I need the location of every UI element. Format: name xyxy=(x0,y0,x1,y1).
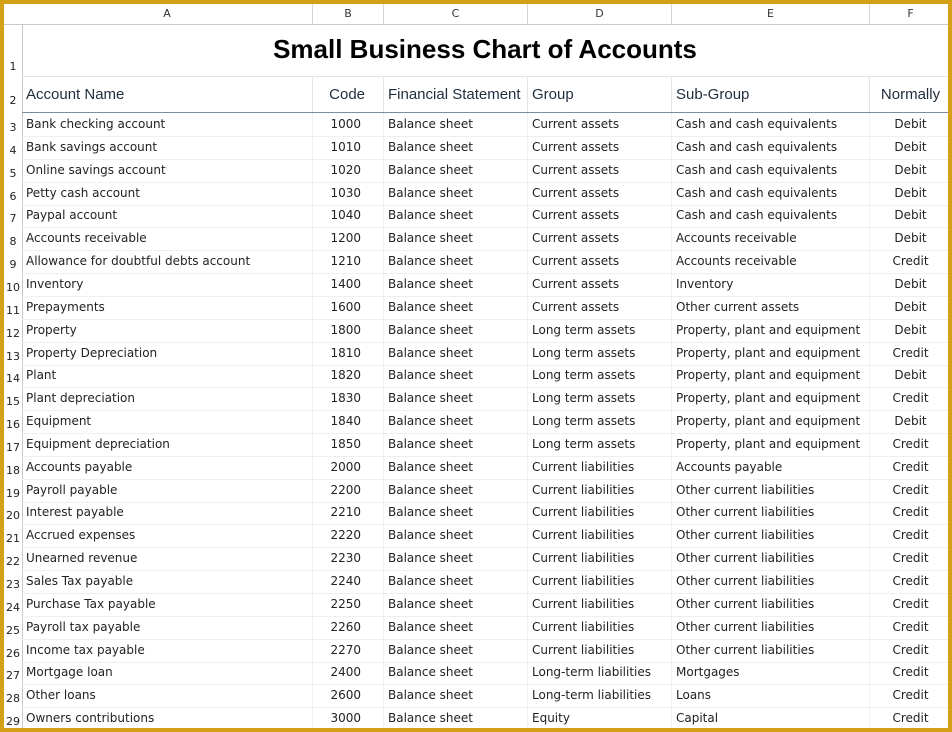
cell-code[interactable]: 1600 xyxy=(313,296,384,319)
cell-group[interactable]: Long-term liabilities xyxy=(528,661,672,684)
cell-code[interactable]: 2200 xyxy=(313,479,384,502)
row-number[interactable]: 20 xyxy=(6,509,20,523)
cell-group[interactable]: Current assets xyxy=(528,182,672,205)
cell-group[interactable]: Current liabilities xyxy=(528,593,672,616)
column-header-d[interactable]: D xyxy=(528,4,672,24)
table-row xyxy=(22,227,948,251)
cell-normally[interactable]: Debit xyxy=(870,159,952,182)
row-number[interactable]: 28 xyxy=(6,692,20,706)
cell-code[interactable]: 1010 xyxy=(313,136,384,159)
row-number[interactable]: 4 xyxy=(9,143,17,157)
cell-account-name[interactable]: Bank checking account xyxy=(22,113,313,136)
cell-code[interactable]: 1000 xyxy=(313,113,384,136)
row-number[interactable]: 14 xyxy=(6,372,20,386)
column-header-bar xyxy=(4,4,952,25)
cell-code[interactable]: 1200 xyxy=(313,227,384,250)
cell-account-name[interactable]: Payroll payable xyxy=(22,479,313,502)
cell-code[interactable]: 2260 xyxy=(313,616,384,639)
cell-code[interactable]: 2600 xyxy=(313,684,384,707)
cell-account-name[interactable]: Paypal account xyxy=(22,204,313,227)
cell-normally[interactable]: Credit xyxy=(870,684,952,707)
cell-sub-group[interactable]: Other current liabilities xyxy=(672,524,870,547)
cell-sub-group[interactable]: Property, plant and equipment xyxy=(672,433,870,456)
row-number[interactable]: 3 xyxy=(9,121,17,134)
table-row xyxy=(22,159,948,183)
cell-group[interactable]: Current assets xyxy=(528,296,672,319)
header-financial-statement[interactable]: Financial Statement xyxy=(384,77,528,112)
cell-code[interactable]: 1210 xyxy=(313,250,384,273)
cell-normally[interactable]: Credit xyxy=(870,387,952,410)
table-row xyxy=(22,707,948,731)
table-row xyxy=(22,639,948,663)
cell-normally[interactable]: Credit xyxy=(870,593,952,616)
cell-normally[interactable]: Credit xyxy=(870,547,952,570)
cell-code[interactable]: 2400 xyxy=(313,661,384,684)
cell-code[interactable]: 1820 xyxy=(313,364,384,387)
row-number[interactable]: 27 xyxy=(6,669,20,683)
cell-financial-statement[interactable]: Balance sheet xyxy=(384,364,528,387)
cell-sub-group[interactable]: Other current liabilities xyxy=(672,570,870,593)
cell-sub-group[interactable]: Cash and cash equivalents xyxy=(672,204,870,227)
cell-group[interactable]: Long-term liabilities xyxy=(528,684,672,707)
cell-account-name[interactable]: Income tax payable xyxy=(22,639,313,662)
table-row xyxy=(22,684,948,708)
cell-normally[interactable]: Debit xyxy=(870,410,952,433)
cell-group[interactable]: Current assets xyxy=(528,136,672,159)
cell-financial-statement[interactable]: Balance sheet xyxy=(384,524,528,547)
cell-sub-group[interactable]: Property, plant and equipment xyxy=(672,387,870,410)
cell-financial-statement[interactable]: Balance sheet xyxy=(384,273,528,296)
cell-normally[interactable]: Credit xyxy=(870,433,952,456)
cell-group[interactable]: Current liabilities xyxy=(528,479,672,502)
cell-financial-statement[interactable]: Balance sheet xyxy=(384,639,528,662)
cell-group[interactable]: Current liabilities xyxy=(528,524,672,547)
cell-financial-statement[interactable]: Balance sheet xyxy=(384,296,528,319)
cell-account-name[interactable]: Sales Tax payable xyxy=(22,570,313,593)
cell-financial-statement[interactable]: Balance sheet xyxy=(384,570,528,593)
row-number[interactable]: 2 xyxy=(9,94,17,107)
cell-group[interactable]: Current liabilities xyxy=(528,616,672,639)
cell-normally[interactable]: Credit xyxy=(870,501,952,524)
title-row xyxy=(22,24,948,77)
cell-group[interactable]: Current liabilities xyxy=(528,547,672,570)
cell-sub-group[interactable]: Capital xyxy=(672,707,870,730)
cell-account-name[interactable]: Payroll tax payable xyxy=(22,616,313,639)
table-row xyxy=(22,364,948,388)
header-sub-group[interactable]: Sub-Group xyxy=(672,77,870,112)
cell-financial-statement[interactable]: Balance sheet xyxy=(384,159,528,182)
row-number[interactable]: 16 xyxy=(6,418,20,432)
row-number[interactable]: 19 xyxy=(6,486,20,500)
cell-normally[interactable]: Credit xyxy=(870,639,952,662)
cell-group[interactable]: Current assets xyxy=(528,159,672,182)
cell-account-name[interactable]: Accounts receivable xyxy=(22,227,313,250)
cell-account-name[interactable]: Mortgage loan xyxy=(22,661,313,684)
row-number[interactable]: 22 xyxy=(6,555,20,569)
row-number[interactable]: 18 xyxy=(6,463,20,477)
cell-group[interactable]: Long term assets xyxy=(528,364,672,387)
cell-sub-group[interactable]: Mortgages xyxy=(672,661,870,684)
row-number[interactable]: 5 xyxy=(9,166,17,180)
row-number[interactable]: 17 xyxy=(6,440,20,454)
cell-account-name[interactable]: Plant xyxy=(22,364,313,387)
cell-group[interactable]: Current liabilities xyxy=(528,570,672,593)
cell-normally[interactable]: Debit xyxy=(870,364,952,387)
row-number[interactable]: 24 xyxy=(6,600,20,614)
cell-code[interactable]: 1040 xyxy=(313,204,384,227)
cell-group[interactable]: Current liabilities xyxy=(528,639,672,662)
cell-account-name[interactable]: Prepayments xyxy=(22,296,313,319)
cell-normally[interactable]: Debit xyxy=(870,113,952,136)
row-number-column xyxy=(4,24,23,728)
cell-financial-statement[interactable]: Balance sheet xyxy=(384,547,528,570)
cell-sub-group[interactable]: Other current liabilities xyxy=(672,479,870,502)
cell-sub-group[interactable]: Property, plant and equipment xyxy=(672,342,870,365)
cell-group[interactable]: Current assets xyxy=(528,250,672,273)
cell-group[interactable]: Current liabilities xyxy=(528,456,672,479)
cell-financial-statement[interactable]: Balance sheet xyxy=(384,319,528,342)
column-header-c[interactable]: C xyxy=(384,4,528,24)
cell-account-name[interactable]: Petty cash account xyxy=(22,182,313,205)
table-row xyxy=(22,524,948,548)
header-normally[interactable]: Normally xyxy=(870,77,952,112)
cell-sub-group[interactable]: Other current liabilities xyxy=(672,547,870,570)
column-header-f[interactable]: F xyxy=(870,4,952,24)
cell-account-name[interactable]: Owners contributions xyxy=(22,707,313,730)
cell-group[interactable]: Current assets xyxy=(528,273,672,296)
cell-code[interactable]: 2210 xyxy=(313,501,384,524)
row-number[interactable]: 25 xyxy=(6,623,20,637)
table-row xyxy=(22,456,948,480)
cell-normally[interactable]: Credit xyxy=(870,616,952,639)
table-row xyxy=(22,342,948,366)
cell-normally[interactable]: Debit xyxy=(870,319,952,342)
cell-normally[interactable]: Debit xyxy=(870,136,952,159)
cell-normally[interactable]: Credit xyxy=(870,661,952,684)
table-row xyxy=(22,296,948,320)
cell-code[interactable]: 2220 xyxy=(313,524,384,547)
cell-code[interactable]: 3000 xyxy=(313,707,384,730)
cell-group[interactable]: Equity xyxy=(528,707,672,730)
cell-sub-group[interactable]: Other current liabilities xyxy=(672,593,870,616)
cell-code[interactable]: 1030 xyxy=(313,182,384,205)
cell-normally[interactable]: Debit xyxy=(870,273,952,296)
header-row xyxy=(22,77,948,113)
cell-code[interactable]: 1810 xyxy=(313,342,384,365)
cell-sub-group[interactable]: Property, plant and equipment xyxy=(672,364,870,387)
cell-account-name[interactable]: Property xyxy=(22,319,313,342)
cell-financial-statement[interactable]: Balance sheet xyxy=(384,479,528,502)
table-row xyxy=(22,547,948,571)
cell-sub-group[interactable]: Inventory xyxy=(672,273,870,296)
cell-account-name[interactable]: Unearned revenue xyxy=(22,547,313,570)
cell-code[interactable]: 2270 xyxy=(313,639,384,662)
row-number[interactable]: 9 xyxy=(9,258,17,272)
cell-group[interactable]: Long term assets xyxy=(528,319,672,342)
cell-code[interactable]: 1830 xyxy=(313,387,384,410)
row-number[interactable]: 21 xyxy=(6,532,20,546)
cell-code[interactable]: 1400 xyxy=(313,273,384,296)
cell-sub-group[interactable]: Cash and cash equivalents xyxy=(672,113,870,136)
cell-account-name[interactable]: Inventory xyxy=(22,273,313,296)
table-row xyxy=(22,273,948,297)
table-row xyxy=(22,616,948,640)
cell-account-name[interactable]: Accounts payable xyxy=(22,456,313,479)
cell-normally[interactable]: Credit xyxy=(870,456,952,479)
cell-financial-statement[interactable]: Balance sheet xyxy=(384,501,528,524)
cell-group[interactable]: Long term assets xyxy=(528,342,672,365)
cell-sub-group[interactable]: Cash and cash equivalents xyxy=(672,182,870,205)
cell-financial-statement[interactable]: Balance sheet xyxy=(384,616,528,639)
cell-sub-group[interactable]: Property, plant and equipment xyxy=(672,410,870,433)
cell-sub-group[interactable]: Accounts receivable xyxy=(672,250,870,273)
cell-code[interactable]: 2250 xyxy=(313,593,384,616)
cell-financial-statement[interactable]: Balance sheet xyxy=(384,182,528,205)
cell-account-name[interactable]: Plant depreciation xyxy=(22,387,313,410)
cell-account-name[interactable]: Online savings account xyxy=(22,159,313,182)
cell-group[interactable]: Current assets xyxy=(528,204,672,227)
cell-code[interactable]: 2230 xyxy=(313,547,384,570)
cell-code[interactable]: 1020 xyxy=(313,159,384,182)
row-number[interactable]: 1 xyxy=(9,60,17,73)
cell-account-name[interactable]: Accrued expenses xyxy=(22,524,313,547)
table-row xyxy=(22,410,948,434)
cell-normally[interactable]: Credit xyxy=(870,524,952,547)
cell-normally[interactable]: Credit xyxy=(870,250,952,273)
cell-financial-statement[interactable]: Balance sheet xyxy=(384,113,528,136)
cell-account-name[interactable]: Equipment xyxy=(22,410,313,433)
cell-sub-group[interactable]: Other current liabilities xyxy=(672,639,870,662)
cell-group[interactable]: Current liabilities xyxy=(528,501,672,524)
row-number[interactable]: 13 xyxy=(6,349,20,363)
cell-account-name[interactable]: Purchase Tax payable xyxy=(22,593,313,616)
row-number[interactable]: 7 xyxy=(9,212,17,226)
cell-group[interactable]: Long term assets xyxy=(528,410,672,433)
header-group[interactable]: Group xyxy=(528,77,672,112)
table-row xyxy=(22,593,948,617)
cell-account-name[interactable]: Other loans xyxy=(22,684,313,707)
cell-code[interactable]: 1850 xyxy=(313,433,384,456)
table-row xyxy=(22,182,948,206)
cell-financial-statement[interactable]: Balance sheet xyxy=(384,456,528,479)
cell-account-name[interactable]: Equipment depreciation xyxy=(22,433,313,456)
cell-sub-group[interactable]: Other current liabilities xyxy=(672,616,870,639)
cell-account-name[interactable]: Property Depreciation xyxy=(22,342,313,365)
table-row xyxy=(22,204,948,228)
cell-normally[interactable]: Credit xyxy=(870,342,952,365)
cell-financial-statement[interactable]: Balance sheet xyxy=(384,661,528,684)
cell-normally[interactable]: Debit xyxy=(870,204,952,227)
cell-account-name[interactable]: Interest payable xyxy=(22,501,313,524)
header-account-name[interactable]: Account Name xyxy=(22,77,313,112)
cell-financial-statement[interactable]: Balance sheet xyxy=(384,410,528,433)
cell-sub-group[interactable]: Other current assets xyxy=(672,296,870,319)
cell-financial-statement[interactable]: Balance sheet xyxy=(384,204,528,227)
cell-code[interactable]: 1840 xyxy=(313,410,384,433)
row-number[interactable]: 10 xyxy=(6,280,20,294)
cell-financial-statement[interactable]: Balance sheet xyxy=(384,136,528,159)
cell-financial-statement[interactable]: Balance sheet xyxy=(384,342,528,365)
table-row xyxy=(22,501,948,525)
cell-financial-statement[interactable]: Balance sheet xyxy=(384,593,528,616)
cell-sub-group[interactable]: Cash and cash equivalents xyxy=(672,159,870,182)
column-header-e[interactable]: E xyxy=(672,4,870,24)
table-row xyxy=(22,113,948,137)
cell-financial-statement[interactable]: Balance sheet xyxy=(384,707,528,730)
table-row xyxy=(22,136,948,160)
cell-normally[interactable]: Credit xyxy=(870,479,952,502)
row-number[interactable]: 29 xyxy=(6,715,20,729)
row-number[interactable]: 15 xyxy=(6,395,20,409)
table-row xyxy=(22,319,948,343)
cell-group[interactable]: Current assets xyxy=(528,227,672,250)
table-row xyxy=(22,661,948,685)
row-number[interactable]: 23 xyxy=(6,578,20,591)
table-row xyxy=(22,479,948,503)
cell-financial-statement[interactable]: Balance sheet xyxy=(384,250,528,273)
cell-normally[interactable]: Credit xyxy=(870,570,952,593)
sheet-title[interactable]: Small Business Chart of Accounts xyxy=(273,34,697,64)
cell-sub-group[interactable]: Property, plant and equipment xyxy=(672,319,870,342)
cell-financial-statement[interactable]: Balance sheet xyxy=(384,684,528,707)
table-row xyxy=(22,387,948,411)
cell-code[interactable]: 1800 xyxy=(313,319,384,342)
cell-financial-statement[interactable]: Balance sheet xyxy=(384,387,528,410)
column-header-b[interactable]: B xyxy=(313,4,384,24)
cell-financial-statement[interactable]: Balance sheet xyxy=(384,227,528,250)
cell-normally[interactable]: Credit xyxy=(870,707,952,730)
cell-group[interactable]: Current assets xyxy=(528,113,672,136)
row-number[interactable]: 6 xyxy=(9,189,17,203)
table-row xyxy=(22,433,948,457)
header-code[interactable]: Code xyxy=(313,77,384,112)
row-number[interactable]: 12 xyxy=(6,326,20,340)
cell-code[interactable]: 2000 xyxy=(313,456,384,479)
cell-code[interactable]: 2240 xyxy=(313,570,384,593)
table-row xyxy=(22,570,948,594)
cell-normally[interactable]: Debit xyxy=(870,227,952,250)
cell-normally[interactable]: Debit xyxy=(870,296,952,319)
row-number[interactable]: 11 xyxy=(6,303,20,317)
row-number[interactable]: 26 xyxy=(6,646,20,660)
cell-sub-group[interactable]: Accounts payable xyxy=(672,456,870,479)
cell-normally[interactable]: Debit xyxy=(870,182,952,205)
cell-group[interactable]: Long term assets xyxy=(528,387,672,410)
cell-account-name[interactable]: Allowance for doubtful debts account xyxy=(22,250,313,273)
cell-financial-statement[interactable]: Balance sheet xyxy=(384,433,528,456)
cell-group[interactable]: Long term assets xyxy=(528,433,672,456)
table-row xyxy=(22,250,948,274)
cell-sub-group[interactable]: Other current liabilities xyxy=(672,501,870,524)
column-header-a[interactable]: A xyxy=(22,4,313,24)
cell-sub-group[interactable]: Accounts receivable xyxy=(672,227,870,250)
cell-sub-group[interactable]: Loans xyxy=(672,684,870,707)
sheet-grid xyxy=(22,24,948,728)
row-number[interactable]: 8 xyxy=(9,235,17,249)
cell-account-name[interactable]: Bank savings account xyxy=(22,136,313,159)
cell-sub-group[interactable]: Cash and cash equivalents xyxy=(672,136,870,159)
